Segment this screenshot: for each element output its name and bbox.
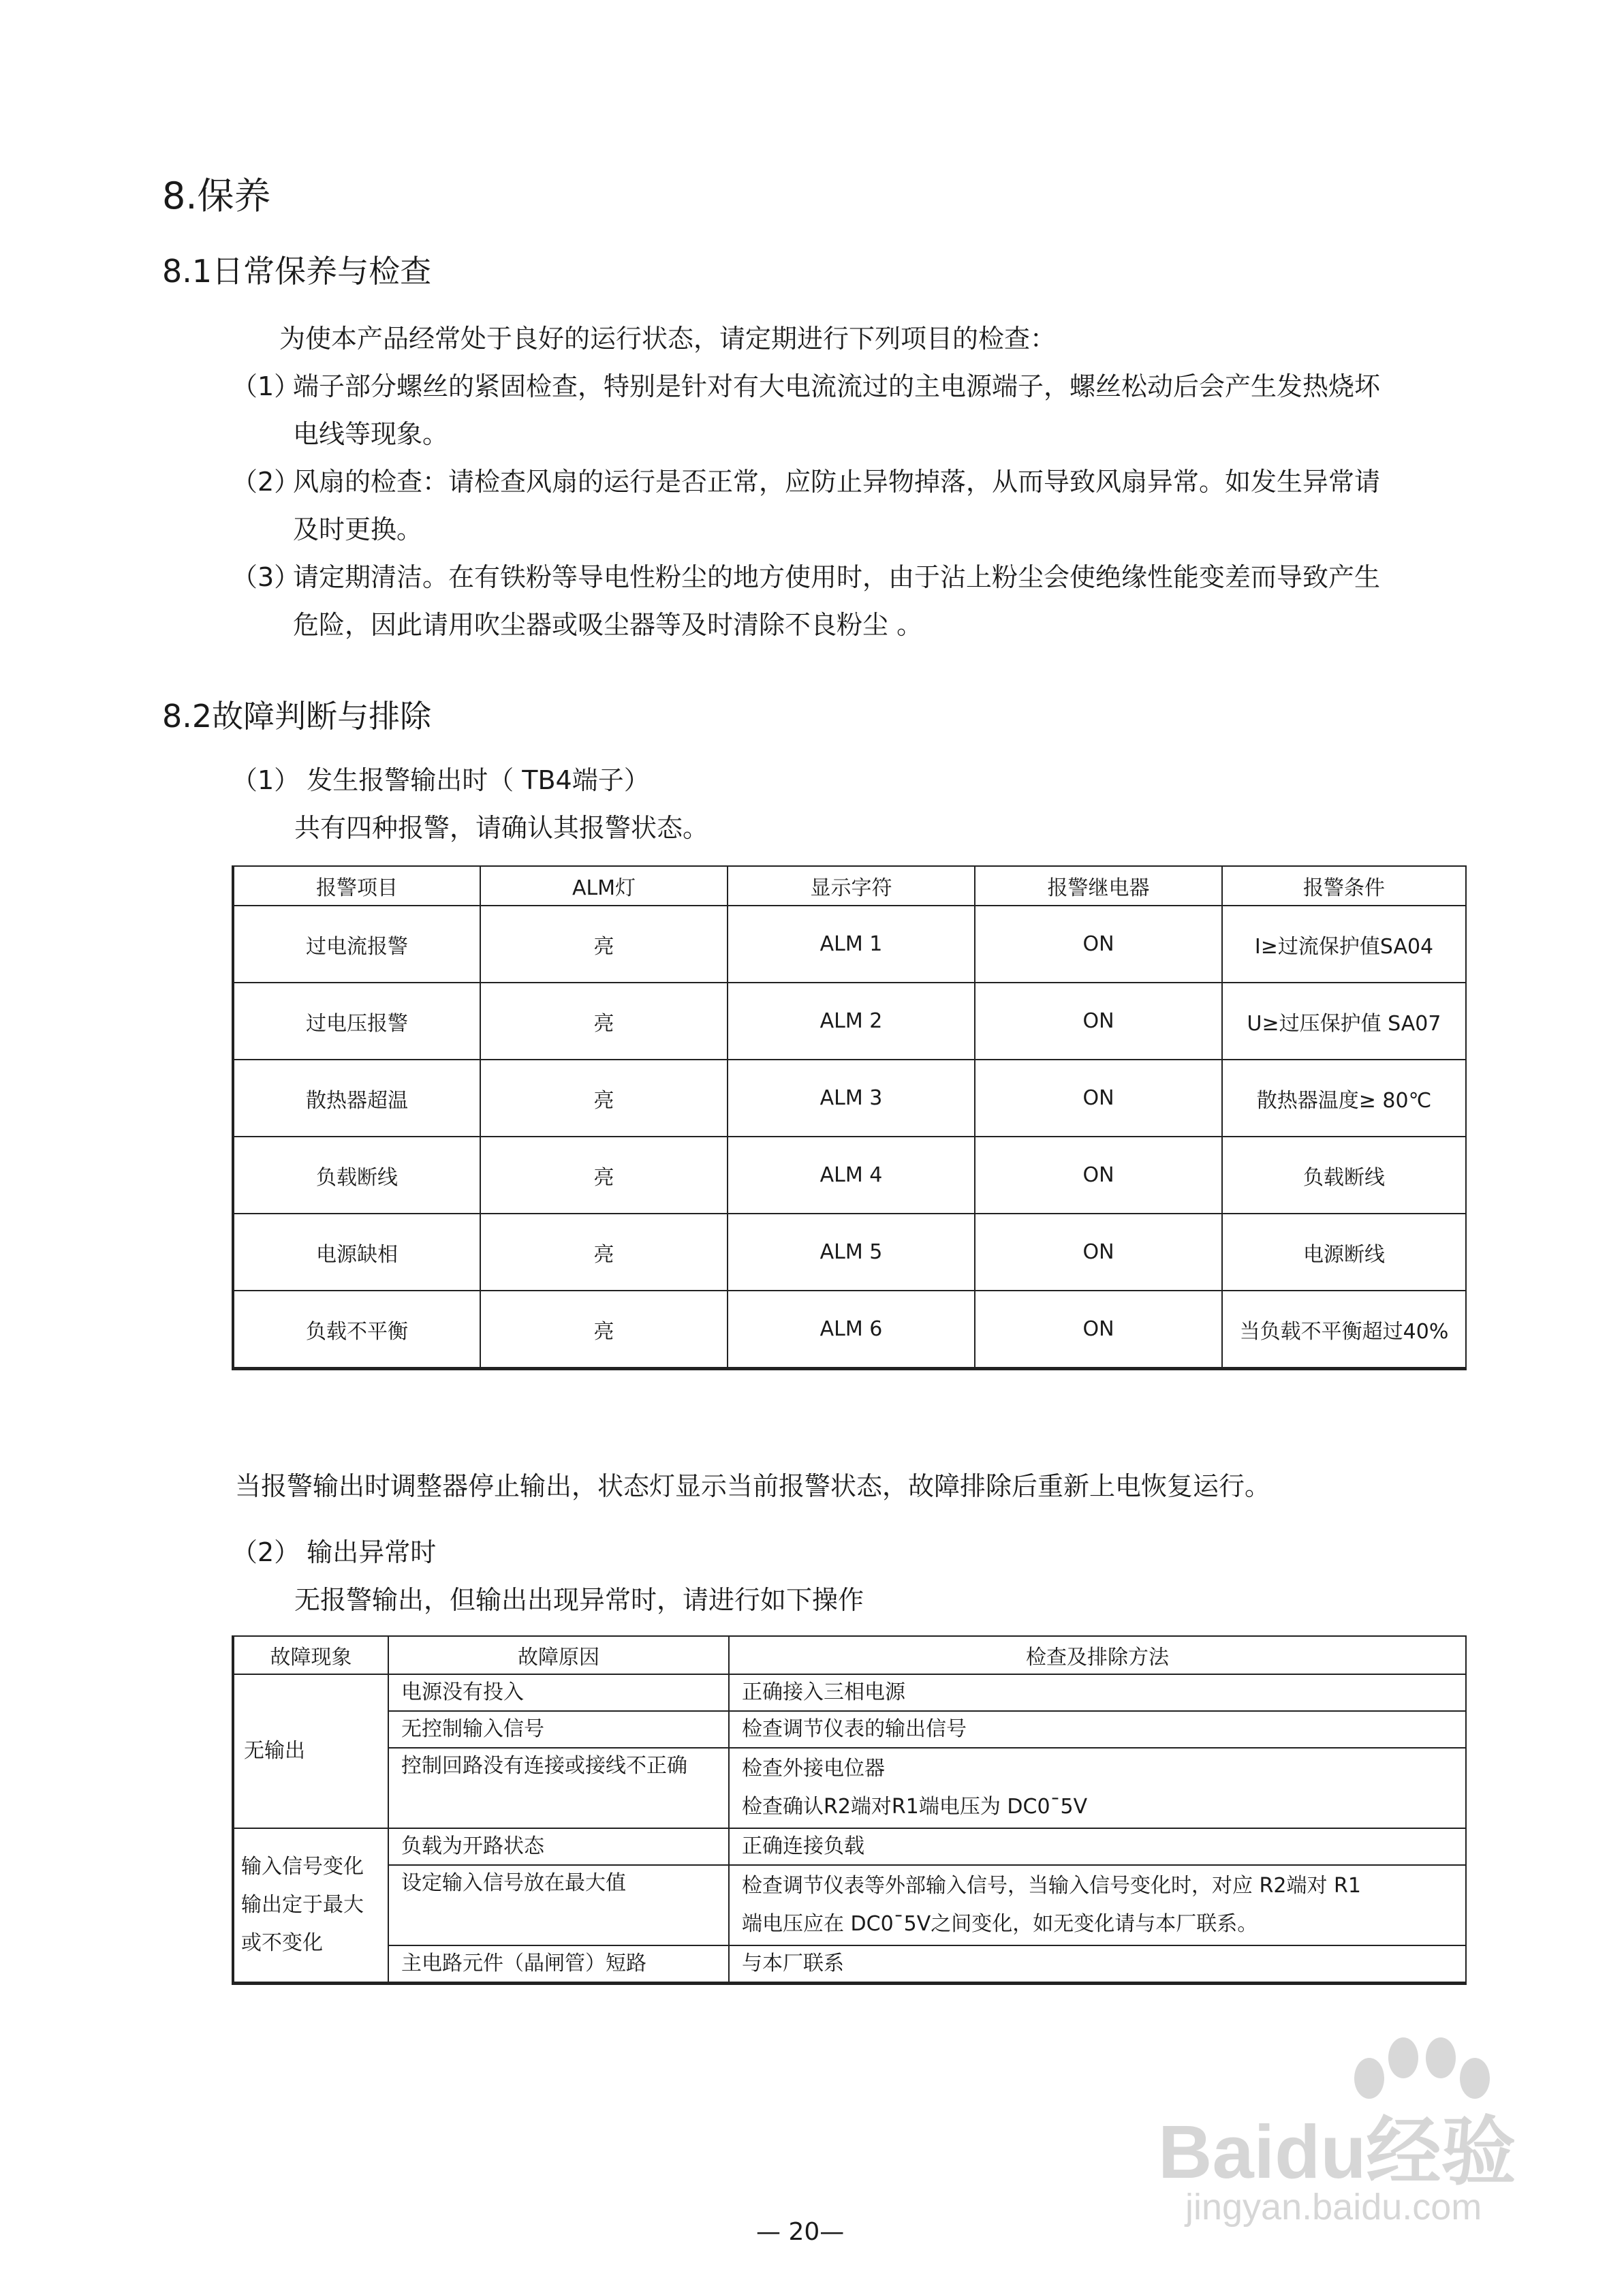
header-method: 检查及排除方法 — [729, 1636, 1466, 1674]
symptom-line: 或不变化 — [241, 1931, 323, 1955]
table-cell: 与本厂联系 — [729, 1945, 1466, 1984]
table-row — [233, 1865, 1466, 1945]
table-cell: 负载为开路状态 — [388, 1828, 729, 1865]
item-text: 端子部分螺丝的紧固检查，特别是针对有大电流流过的主电源端子，螺丝松动后会产生发热烧坏 — [293, 371, 1381, 401]
table-cell: ON — [975, 1060, 1222, 1137]
page-number: — 20— — [756, 2218, 845, 2246]
alarm-table-header — [233, 866, 1466, 906]
table-row — [233, 1748, 1466, 1828]
table-cell: 正确连接负载 — [729, 1828, 1466, 1865]
table-cell: 无控制输入信号 — [388, 1711, 729, 1748]
table-cell: 亮 — [480, 1214, 728, 1291]
maintenance-item-2 — [232, 458, 1380, 553]
subsection-title-text: 发生报警输出时（ TB4端子） — [307, 765, 650, 795]
table-row — [233, 983, 1466, 1060]
table-cell: ON — [975, 1214, 1222, 1291]
subsection-2-text: 无报警输出，但输出出现异常时，请进行如下操作 — [294, 1585, 864, 1615]
table-cell — [729, 1865, 1466, 1945]
table-cell: U≥过压保护值 SA07 — [1222, 983, 1466, 1060]
subsection-1-text: 共有四种报警，请确认其报警状态。 — [294, 813, 709, 843]
table-cell: ALM 5 — [728, 1214, 975, 1291]
watermark-url: jingyan.baidu.com — [1185, 2187, 1482, 2228]
table-row — [233, 1137, 1466, 1214]
table-row — [233, 1711, 1466, 1748]
table-row — [233, 1214, 1466, 1291]
table-row — [233, 906, 1466, 983]
watermark-brand: Baidu经验 — [1158, 2110, 1516, 2194]
section1-intro: 为使本产品经常处于良好的运行状态，请定期进行下列项目的检查： — [279, 324, 1057, 354]
table-cell: 电源没有投入 — [388, 1674, 729, 1711]
watermark — [1158, 2031, 1540, 2235]
alarm-note: 当报警输出时调整器停止输出，状态灯显示当前报警状态，故障排除后重新上电恢复运行。 — [235, 1471, 1271, 1501]
subsection-number: （1） — [232, 765, 300, 795]
table-cell: ALM 4 — [728, 1137, 975, 1214]
table-cell: 散热器温度≥ 80℃ — [1222, 1060, 1466, 1137]
table-cell: 亮 — [480, 1060, 728, 1137]
table-cell: ALM 2 — [728, 983, 975, 1060]
subsection-number: （2） — [232, 1537, 300, 1567]
section-title-8-2: 8.2故障判断与排除 — [162, 698, 432, 735]
table-cell: 负载断线 — [233, 1137, 480, 1214]
item-number: （1） — [232, 371, 300, 401]
item-number: （2） — [232, 467, 300, 497]
item-number: （3） — [232, 562, 300, 592]
symptom-line: 输出定于最大 — [241, 1893, 364, 1917]
header-display: 显示字符 — [728, 866, 975, 906]
subsection-1-title — [232, 756, 650, 804]
symptom-output-abnormal — [233, 1828, 388, 1984]
item-text-cont: 电线等现象。 — [293, 419, 449, 449]
table-cell: 主电路元件（晶闸管）短路 — [388, 1945, 729, 1984]
table-cell: I≥过流保护值SA04 — [1222, 906, 1466, 983]
section-title-8-1: 8.1日常保养与检查 — [162, 253, 432, 290]
table-cell: 过电压报警 — [233, 983, 480, 1060]
alarm-table — [232, 865, 1467, 1370]
table-cell — [729, 1748, 1466, 1828]
header-cause: 故障原因 — [388, 1636, 729, 1674]
item-text: 风扇的检查：请检查风扇的运行是否正常，应防止异物掉落，从而导致风扇异常。如发生异常请 — [293, 467, 1381, 497]
table-cell: 电源断线 — [1222, 1214, 1466, 1291]
table-cell: ALM 3 — [728, 1060, 975, 1137]
table-cell: ALM 6 — [728, 1291, 975, 1369]
fault-table-header — [233, 1636, 1466, 1674]
table-cell: 过电流报警 — [233, 906, 480, 983]
table-cell: ON — [975, 1137, 1222, 1214]
table-row — [233, 1291, 1466, 1369]
table-cell: ON — [975, 1291, 1222, 1369]
header-condition: 报警条件 — [1222, 866, 1466, 906]
table-cell: 亮 — [480, 906, 728, 983]
table-cell: 负载不平衡 — [233, 1291, 480, 1369]
table-cell: 设定输入信号放在最大值 — [388, 1865, 729, 1945]
chapter-title: 8.保养 — [162, 174, 271, 217]
table-row — [233, 1828, 1466, 1865]
item-text-cont: 及时更换。 — [293, 514, 423, 544]
table-cell: 散热器超温 — [233, 1060, 480, 1137]
header-relay: 报警继电器 — [975, 866, 1222, 906]
header-alarm-item: 报警项目 — [233, 866, 480, 906]
method-line: 检查外接电位器 — [742, 1757, 885, 1781]
table-cell: 亮 — [480, 983, 728, 1060]
table-cell: ALM 1 — [728, 906, 975, 983]
table-cell: 控制回路没有连接或接线不正确 — [388, 1748, 729, 1828]
subsection-title-text: 输出异常时 — [307, 1537, 437, 1567]
subsection-2-title — [232, 1528, 436, 1576]
maintenance-item-3 — [232, 553, 1380, 649]
table-cell: 亮 — [480, 1137, 728, 1214]
table-cell: 负载断线 — [1222, 1137, 1466, 1214]
table-row — [233, 1674, 1466, 1711]
fault-table — [232, 1635, 1467, 1985]
table-cell: 电源缺相 — [233, 1214, 480, 1291]
method-line: 检查确认R2端对R1端电压为 DC0¯5V — [742, 1795, 1088, 1819]
table-cell: 亮 — [480, 1291, 728, 1369]
symptom-line: 输入信号变化 — [241, 1855, 364, 1879]
method-line: 检查调节仪表等外部输入信号，当输入信号变化时，对应 R2端对 R1 — [742, 1874, 1361, 1898]
table-cell: 当负载不平衡超过40% — [1222, 1291, 1466, 1369]
table-row — [233, 1060, 1466, 1137]
table-cell: ON — [975, 906, 1222, 983]
item-text: 请定期清洁。在有铁粉等导电性粉尘的地方使用时，由于沾上粉尘会使绝缘性能变差而导致产生 — [293, 562, 1381, 592]
table-cell: 正确接入三相电源 — [729, 1674, 1466, 1711]
item-text-cont: 危险，因此请用吹尘器或吸尘器等及时清除不良粉尘 。 — [293, 610, 923, 640]
symptom-no-output: 无输出 — [233, 1674, 388, 1828]
table-cell: ON — [975, 983, 1222, 1060]
header-alm-light: ALM灯 — [480, 866, 728, 906]
table-row — [233, 1945, 1466, 1984]
maintenance-item-1 — [232, 363, 1380, 458]
method-line: 端电压应在 DC0¯5V之间变化，如无变化请与本厂联系。 — [742, 1912, 1258, 1936]
table-cell: 检查调节仪表的输出信号 — [729, 1711, 1466, 1748]
header-symptom: 故障现象 — [233, 1636, 388, 1674]
